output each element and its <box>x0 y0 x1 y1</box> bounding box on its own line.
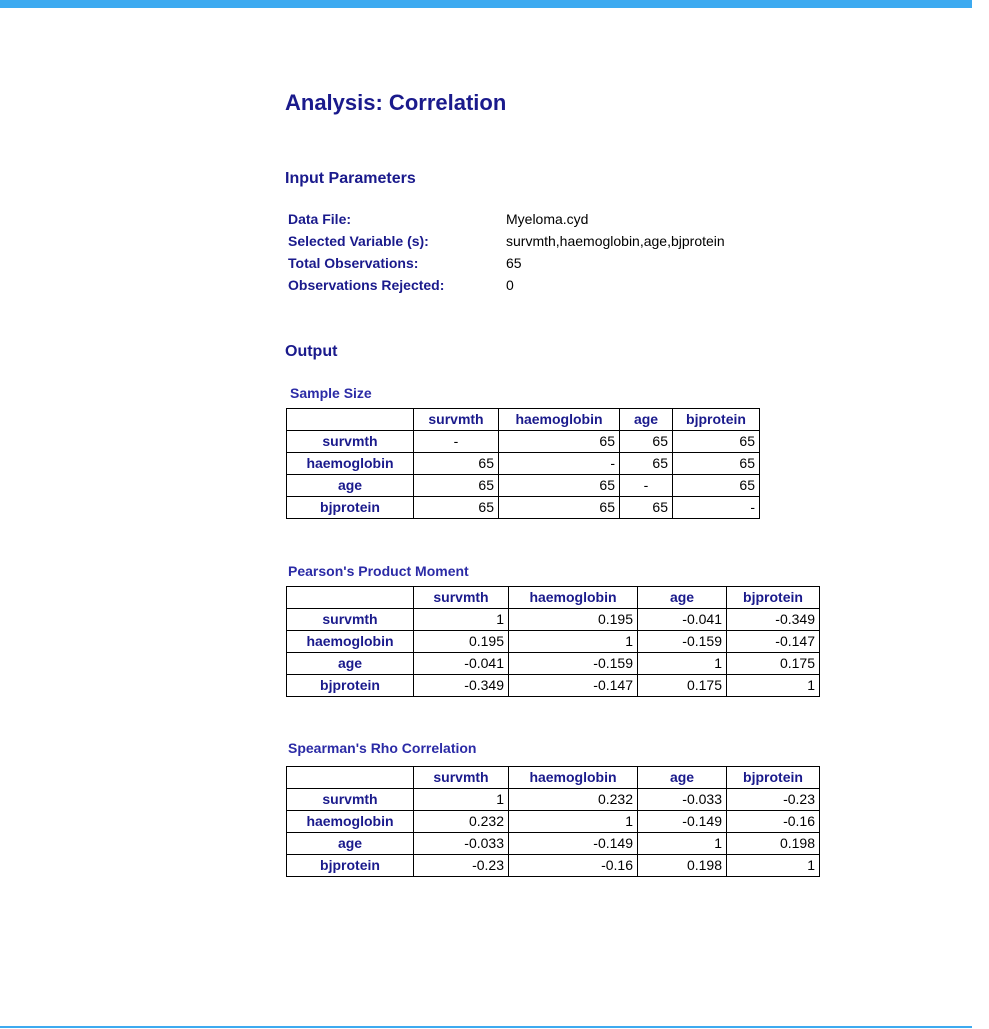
table-cell: -0.16 <box>727 811 820 833</box>
table-cell: 1 <box>727 855 820 877</box>
output-heading: Output <box>285 343 338 360</box>
row-header: haemoglobin <box>287 453 414 475</box>
corner-cell <box>287 409 414 431</box>
table-row <box>287 631 820 653</box>
table-cell: 1 <box>638 653 727 675</box>
table-cell: 65 <box>414 497 499 519</box>
row-header: age <box>287 833 414 855</box>
table-cell: 1 <box>414 789 509 811</box>
column-header: bjprotein <box>727 587 820 609</box>
table-row <box>287 609 820 631</box>
table-cell: - <box>414 431 499 453</box>
column-header: age <box>620 409 673 431</box>
table-cell: -0.147 <box>727 631 820 653</box>
param-row-data-file <box>288 208 725 230</box>
corner-cell <box>287 587 414 609</box>
table-row <box>287 789 820 811</box>
table-cell: -0.23 <box>414 855 509 877</box>
table-cell: 1 <box>509 811 638 833</box>
table-cell: -0.149 <box>638 811 727 833</box>
table-row <box>287 653 820 675</box>
top-accent-bar <box>0 0 972 8</box>
table-cell: - <box>620 475 673 497</box>
table-cell: 65 <box>414 475 499 497</box>
column-header: age <box>638 587 727 609</box>
table-cell: -0.149 <box>509 833 638 855</box>
param-value: 0 <box>506 277 514 293</box>
table-cell: 0.175 <box>727 653 820 675</box>
column-header: survmth <box>414 767 509 789</box>
table-row <box>287 675 820 697</box>
pearson-table <box>286 586 820 697</box>
table-cell: -0.159 <box>509 653 638 675</box>
table-cell: 1 <box>727 675 820 697</box>
row-header: bjprotein <box>287 855 414 877</box>
table-header-row <box>287 767 820 789</box>
table-cell: -0.23 <box>727 789 820 811</box>
row-header: bjprotein <box>287 675 414 697</box>
table-cell: -0.041 <box>638 609 727 631</box>
param-label: Total Observations: <box>288 255 419 271</box>
bottom-accent-line <box>0 1026 972 1028</box>
param-value: survmth,haemoglobin,age,bjprotein <box>506 233 725 249</box>
spearman-table <box>286 766 820 877</box>
param-value: Myeloma.cyd <box>506 211 589 227</box>
column-header: age <box>638 767 727 789</box>
param-row-selected-variables <box>288 230 725 252</box>
table-cell: -0.033 <box>414 833 509 855</box>
column-header: haemoglobin <box>509 587 638 609</box>
table-row <box>287 811 820 833</box>
table-cell: 1 <box>509 631 638 653</box>
table-cell: 65 <box>620 497 673 519</box>
param-label: Data File: <box>288 211 352 227</box>
table-row <box>287 497 760 519</box>
column-header: bjprotein <box>673 409 760 431</box>
table-cell: -0.033 <box>638 789 727 811</box>
row-header: bjprotein <box>287 497 414 519</box>
page-title: Analysis: Correlation <box>285 90 507 115</box>
table-cell: -0.349 <box>727 609 820 631</box>
table-cell: 65 <box>620 431 673 453</box>
column-header: bjprotein <box>727 767 820 789</box>
row-header: age <box>287 653 414 675</box>
table-cell: - <box>673 497 760 519</box>
table-cell: 0.232 <box>509 789 638 811</box>
spearman-title: Spearman's Rho Correlation <box>288 740 477 756</box>
table-cell: -0.16 <box>509 855 638 877</box>
table-cell: 1 <box>414 609 509 631</box>
table-cell: 65 <box>499 497 620 519</box>
table-cell: 65 <box>673 475 760 497</box>
param-row-observations-rejected <box>288 274 725 296</box>
table-row <box>287 453 760 475</box>
table-header-row <box>287 409 760 431</box>
table-cell: 1 <box>638 833 727 855</box>
table-cell: 65 <box>673 431 760 453</box>
table-cell: 65 <box>673 453 760 475</box>
table-cell: 0.195 <box>509 609 638 631</box>
input-parameters-list <box>288 208 725 296</box>
table-header-row <box>287 587 820 609</box>
sample-size-table <box>286 408 760 519</box>
input-parameters-heading: Input Parameters <box>285 170 416 187</box>
param-value: 65 <box>506 255 522 271</box>
param-label: Selected Variable (s): <box>288 233 429 249</box>
table-cell: 65 <box>499 475 620 497</box>
row-header: haemoglobin <box>287 631 414 653</box>
table-cell: 0.195 <box>414 631 509 653</box>
column-header: haemoglobin <box>499 409 620 431</box>
row-header: survmth <box>287 431 414 453</box>
pearson-title: Pearson's Product Moment <box>288 563 469 579</box>
param-label: Observations Rejected: <box>288 277 445 293</box>
corner-cell <box>287 767 414 789</box>
table-row <box>287 475 760 497</box>
table-cell: - <box>499 453 620 475</box>
table-row <box>287 833 820 855</box>
table-cell: -0.159 <box>638 631 727 653</box>
row-header: age <box>287 475 414 497</box>
row-header: survmth <box>287 609 414 631</box>
table-cell: -0.349 <box>414 675 509 697</box>
column-header: haemoglobin <box>509 767 638 789</box>
table-row <box>287 855 820 877</box>
table-cell: 65 <box>499 431 620 453</box>
table-cell: 0.198 <box>727 833 820 855</box>
table-cell: 0.198 <box>638 855 727 877</box>
table-cell: 65 <box>414 453 499 475</box>
table-cell: 65 <box>620 453 673 475</box>
column-header: survmth <box>414 409 499 431</box>
column-header: survmth <box>414 587 509 609</box>
row-header: haemoglobin <box>287 811 414 833</box>
table-row <box>287 431 760 453</box>
table-cell: 0.232 <box>414 811 509 833</box>
right-gutter <box>972 0 989 1029</box>
table-cell: -0.147 <box>509 675 638 697</box>
table-cell: 0.175 <box>638 675 727 697</box>
sample-size-title: Sample Size <box>290 385 372 401</box>
param-row-total-observations <box>288 252 725 274</box>
row-header: survmth <box>287 789 414 811</box>
table-cell: -0.041 <box>414 653 509 675</box>
